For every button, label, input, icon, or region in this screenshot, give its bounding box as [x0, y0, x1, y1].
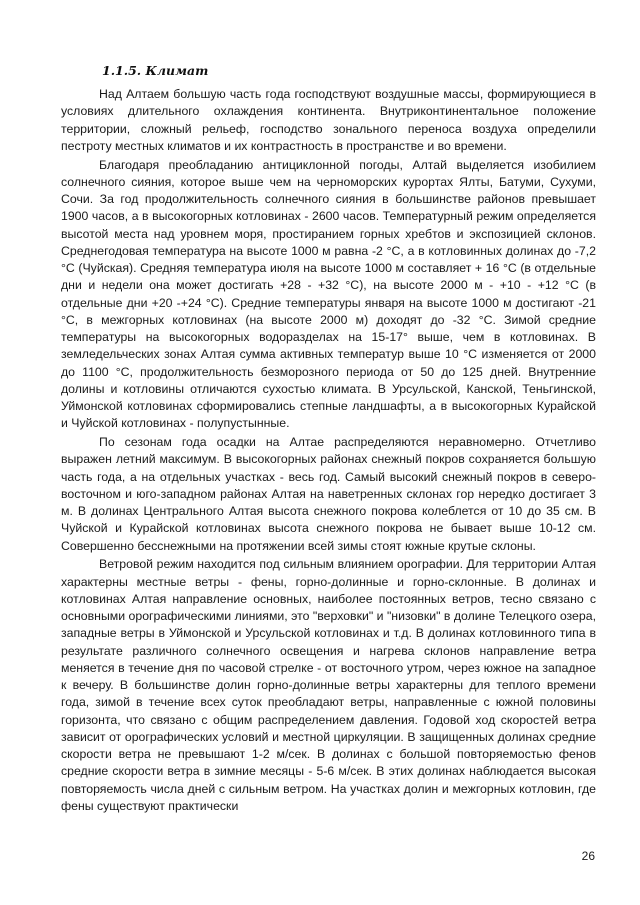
page-number: 26 — [581, 849, 595, 863]
paragraph-precipitation: По сезонам года осадки на Алтае распределяются неравномерно. Отчетливо выражен летний максимум. В высокогорных районах снежный покров сохраняется большую часть года, а на отдельных участках - весь год. Самый высокий снежный покров в северо-восточном и юго-западном районах Алтая на наветренных склонах гор нередко достигает 3 м. В долинах Центрального Алтая высота снежного покрова колеблется от 10 до 35 см. В Чуйской и Курайской котловинах высота снежного покрова не бывает выше 10-12 см. Совершенно бесснежными на протяжении всей зимы стоят южные крутые склоны. — [61, 435, 596, 553]
paragraph-wind: Ветровой режим находится под сильным влиянием орографии. Для территории Алтая характерны местные ветры - фены, горно-долинные и горно-склонные. В долинах и котловинах Алтая направление основных, наиболее постоянных ветров, тесно связано с основными орографическими линиями, это "верховки" и "низовки" в долине Телецкого озера, западные ветры в Уймонской и Урсульской котловинах и т.д. В долинах котловинного типа в результате различного солнечного освещения и нагрева склонов направление ветра меняется в течение дня по часовой стрелке - от восточного утром, через южное на западное к вечеру. В большинстве долин горно-долинные ветры характерны для теплого времени года, зимой в течение всех суток преобладают ветры, направленные с южной половины горизонта, что связано с общим распределением давления. Годовой ход скоростей ветра зависит от орографических условий и местной циркуляции. В защищенных долинах средние скорости ветра не превышают 1-2 м/сек. В долинах с большой повторяемостью фенов средние скорости ветра в зимние месяцы - 5-6 м/сек. В этих долинах наблюдается высокая повторяемость числа дней с сильным ветром. На участках долин и межгорных котловин, где фены существуют практически — [61, 557, 596, 813]
section-heading: 1.1.5. Климат — [102, 63, 209, 78]
paragraph-intro: Над Алтаем большую часть года господствуют воздушные массы, формирующиеся в условиях длительного охлаждения континента. Внутриконтинентальное положение территории, сложный рельеф, господство зонального переноса воздуха определили пестроту местных климатов и их контрастность в пространстве и во времени. — [61, 87, 596, 153]
paragraph-sunshine-temperature: Благодаря преобладанию антициклонной погоды, Алтай выделяется изобилием солнечного сияния, которое выше чем на черноморских курортах Ялты, Батуми, Сухуми, Сочи. За год продолжительность солнечного сияния в большинстве районов превышает 1900 часов, а в высокогорных котловинах - 2600 часов. Температурный режим определяется высотой места над уровнем моря, простиранием горных хребтов и экспозицией склонов. Среднегодовая температура на высоте 1000 м равна -2 °С, а в котловинных долинах до -7,2 °С (Чуйская). Средняя температура июля на высоте 1000 м составляет + 16 °С (в отдельные дни и недели она может достигать +28 - +32 °С), на высоте 2000 м - +10 - +12 °С (в отдельные дни +20 -+24 °С). Средние температуры января на высоте 1000 м достигают -21 °С, в межгорных котловинах (на высоте 2000 м) доходят до -32 °С. Зимой средние температуры на высокогорных водоразделах на 15-17° выше, чем в котловинах. В земледельческих зонах Алтая сумма активных температур выше 10 °С изменяется от 2000 до 1100 °С, продолжительность безморозного периода от 50 до 125 дней. Внутренние долины и котловины отличаются сухостью климата. В Урсульской, Канской, Теньгинской, Уймонской котловинах сформировались степные ландшафты, а в высокогорных Курайской и Чуйской котловинах - полупустынные. — [61, 157, 596, 431]
body-text — [61, 86, 596, 817]
